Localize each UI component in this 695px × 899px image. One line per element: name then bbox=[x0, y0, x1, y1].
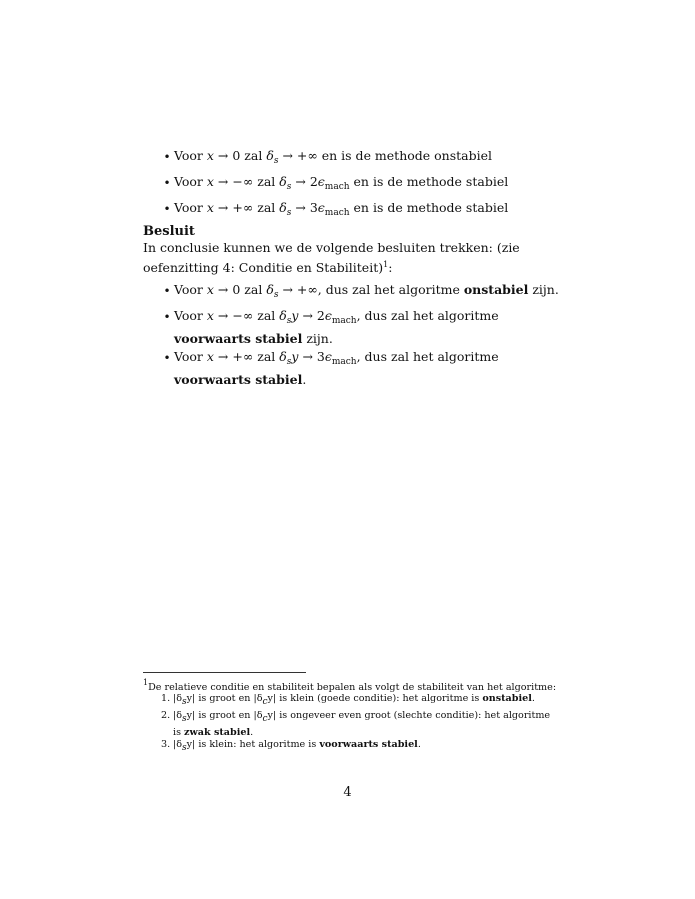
math-subscript: s bbox=[286, 316, 292, 326]
bullet-text: en is de methode onstabiel bbox=[317, 148, 493, 163]
bullet-text: zijn. bbox=[528, 282, 559, 297]
bullet-text: Voor bbox=[174, 308, 207, 323]
math-limit: +∞ bbox=[232, 200, 254, 215]
math-delta: δ bbox=[279, 174, 287, 189]
math-epsilon: ϵ bbox=[324, 308, 332, 323]
math-arrow: → bbox=[213, 174, 233, 189]
footnote-item-number: 1. bbox=[161, 693, 171, 704]
bold-term: zwak stabiel bbox=[184, 727, 251, 738]
math-limit: −∞ bbox=[232, 174, 254, 189]
math-arrow: → 3 bbox=[298, 349, 325, 364]
bullet-marker: • bbox=[163, 310, 171, 324]
footnote-text: |δ bbox=[173, 693, 183, 704]
footnote-text: y| is groot en |δ bbox=[186, 693, 263, 704]
math-subscript: c bbox=[262, 714, 268, 724]
bullet-text: Voor bbox=[174, 148, 207, 163]
math-arrow: → 2 bbox=[298, 308, 325, 323]
math-var: y bbox=[291, 308, 299, 323]
paragraph-text: In conclusie kunnen we de volgende besluiten trekken: (zie oefenzitting 4: Conditie en Stabiliteit) bbox=[143, 240, 520, 275]
bullet-text: → +∞ zal bbox=[213, 349, 280, 364]
bullet-text: , dus zal het algoritme bbox=[356, 308, 499, 323]
math-delta: δ bbox=[279, 308, 287, 323]
bullet-text: . bbox=[302, 372, 307, 387]
bold-term: onstabiel bbox=[482, 693, 532, 704]
math-subscript: s bbox=[273, 290, 279, 300]
math-var: x bbox=[206, 148, 214, 163]
footnote-text: . bbox=[531, 693, 535, 704]
bullet-text: → −∞ zal bbox=[213, 308, 280, 323]
math-limit: 0 bbox=[232, 148, 241, 163]
bullet-text: Voor bbox=[174, 349, 207, 364]
footnote-rule bbox=[143, 672, 306, 673]
bullet-text: Voor bbox=[174, 282, 207, 297]
math-subscript: s bbox=[182, 714, 187, 724]
bullet-text: zijn. bbox=[302, 331, 333, 346]
math-var: x bbox=[206, 200, 214, 215]
math-delta: δ bbox=[279, 349, 287, 364]
bold-term: onstabiel bbox=[463, 282, 529, 297]
math-var: x bbox=[206, 282, 214, 297]
footnote-marker[interactable]: 1 bbox=[383, 260, 389, 269]
footnote-text: y| is groot en |δ bbox=[186, 710, 263, 721]
bullet-item bbox=[174, 348, 550, 388]
math-subscript: s bbox=[182, 697, 187, 707]
bullet-text: Voor bbox=[174, 174, 207, 189]
math-epsilon: ϵ bbox=[317, 174, 325, 189]
bullet-marker: • bbox=[163, 176, 171, 190]
math-subscript: s bbox=[182, 743, 187, 753]
bullet-text: Voor bbox=[174, 200, 207, 215]
math-arrow: → bbox=[278, 148, 297, 163]
footnote-item bbox=[173, 738, 553, 755]
math-arrow: → 3 bbox=[291, 200, 318, 215]
math-delta: δ bbox=[279, 200, 287, 215]
footnote-item-number: 2. bbox=[161, 710, 171, 721]
bullet-text: en is de methode stabiel bbox=[349, 200, 509, 215]
bullet-text: , dus zal het algoritme bbox=[356, 349, 499, 364]
bullet-marker: • bbox=[163, 202, 171, 216]
math-subscript: mach bbox=[331, 357, 357, 367]
bullet-marker: • bbox=[163, 284, 171, 298]
math-subscript: s bbox=[286, 208, 292, 218]
bold-term: voorwaarts stabiel bbox=[174, 372, 303, 387]
bullet-text: zal bbox=[253, 200, 280, 215]
bullet-text: zal bbox=[240, 148, 267, 163]
math-arrow: → bbox=[213, 200, 233, 215]
math-subscript: mach bbox=[324, 208, 350, 218]
bullet-item bbox=[174, 173, 508, 196]
math-delta: δ bbox=[266, 282, 274, 297]
bold-term: voorwaarts stabiel bbox=[174, 331, 303, 346]
math-subscript: mach bbox=[331, 316, 357, 326]
bullet-text: zal bbox=[253, 174, 280, 189]
bullet-text: → +∞, dus zal het algoritme bbox=[278, 282, 464, 297]
math-subscript: c bbox=[262, 697, 268, 707]
bullet-marker: • bbox=[163, 351, 171, 365]
footnote-number: 1 bbox=[143, 678, 149, 687]
math-var: x bbox=[206, 174, 214, 189]
footnote-text: y| is ongeveer even groot (slechte conditie): het algoritme is bbox=[173, 710, 551, 738]
bullet-text: en is de methode stabiel bbox=[349, 174, 509, 189]
math-subscript: s bbox=[273, 156, 279, 166]
footnote-item bbox=[173, 692, 553, 709]
footnote-text: |δ bbox=[173, 710, 183, 721]
bullet-marker: • bbox=[163, 150, 171, 164]
math-result: +∞ bbox=[296, 148, 318, 163]
footnote-text: y| is klein (goede conditie): het algoritme is bbox=[267, 693, 483, 704]
paragraph-text: : bbox=[388, 260, 393, 275]
math-arrow: → 2 bbox=[291, 174, 318, 189]
math-var: x bbox=[206, 308, 214, 323]
math-arrow: → bbox=[213, 148, 233, 163]
conclusion-paragraph bbox=[143, 239, 551, 276]
math-var: x bbox=[206, 349, 214, 364]
math-var: y bbox=[291, 349, 299, 364]
footnote-text: y| is klein: het algoritme is bbox=[186, 739, 320, 750]
footnote-item bbox=[173, 709, 553, 739]
bullet-item bbox=[174, 147, 492, 170]
footnote-text: . bbox=[250, 727, 254, 738]
math-subscript: s bbox=[286, 357, 292, 367]
bullet-item bbox=[174, 281, 559, 304]
math-epsilon: ϵ bbox=[324, 349, 332, 364]
section-heading: Besluit bbox=[143, 224, 195, 239]
math-subscript: mach bbox=[324, 182, 350, 192]
math-subscript: s bbox=[286, 182, 292, 192]
page-number: 4 bbox=[343, 785, 352, 800]
footnote-text: . bbox=[417, 739, 421, 750]
bullet-text: → 0 zal bbox=[213, 282, 267, 297]
math-epsilon: ϵ bbox=[317, 200, 325, 215]
bold-term: voorwaarts stabiel bbox=[319, 739, 418, 750]
footnote-text: De relatieve conditie en stabiliteit bepalen als volgt de stabiliteit van het algoritme: bbox=[148, 682, 557, 693]
footnote-item-number: 3. bbox=[161, 739, 171, 750]
math-delta: δ bbox=[266, 148, 274, 163]
footnote-text: |δ bbox=[173, 739, 183, 750]
bullet-item bbox=[174, 307, 550, 347]
bullet-item bbox=[174, 199, 508, 222]
